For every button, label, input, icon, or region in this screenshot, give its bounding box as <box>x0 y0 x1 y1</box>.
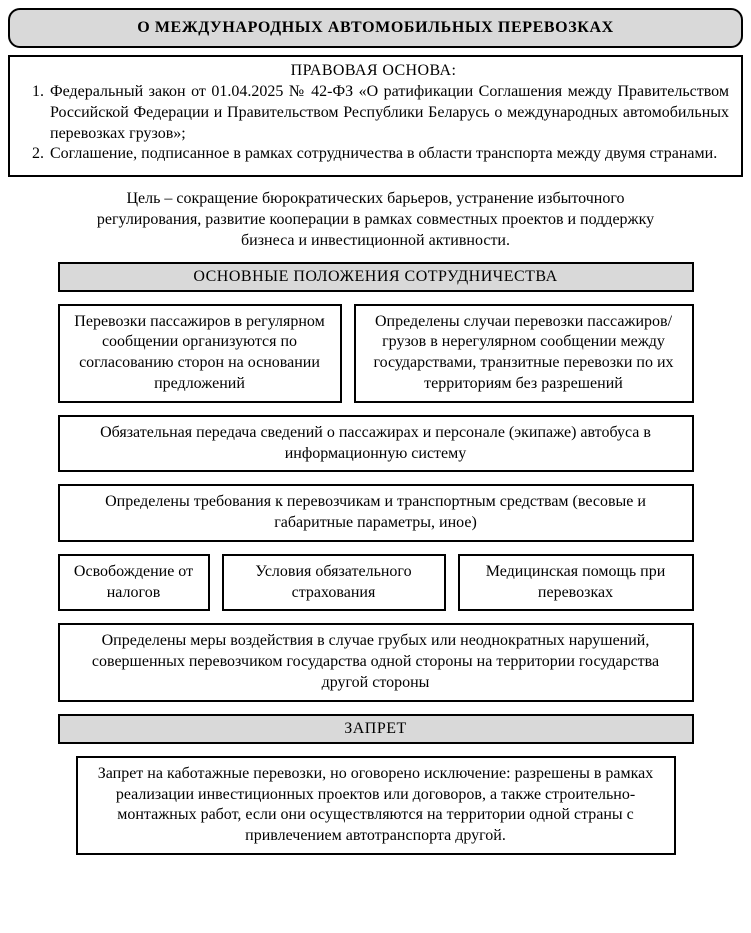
box-data-transfer: Обязательная передача сведений о пассажирах и персонале (экипаже) автобуса в информационную систему <box>58 415 694 473</box>
box-irregular-transport: Определены случаи перевозки пассажиров/грузов в нерегулярном сообщении между государствами, транзитные перевозки по их территориям без разрешений <box>354 304 694 403</box>
page-title: О МЕЖДУНАРОДНЫХ АВТОМОБИЛЬНЫХ ПЕРЕВОЗКАХ <box>8 8 743 48</box>
box-regular-passenger-transport: Перевозки пассажиров в регулярном сообщении организуются по согласованию сторон на основании предложений <box>58 304 342 403</box>
provisions-row-passengers <box>58 304 694 403</box>
legal-basis-heading: ПРАВОВАЯ ОСНОВА: <box>290 62 457 79</box>
box-medical-aid: Медицинская помощь при перевозках <box>458 554 694 612</box>
box-mandatory-insurance: Условия обязательного страхования <box>222 554 446 612</box>
provisions-row-conditions <box>58 554 694 612</box>
section-header-prohibition: ЗАПРЕТ <box>58 714 694 744</box>
provisions-column <box>58 262 694 856</box>
box-sanctions: Определены меры воздействия в случае грубых или неоднократных нарушений, совершенных перевозчиком государства одной стороны на территории государства другой стороны <box>58 623 694 701</box>
goal-text: Цель – сокращение бюрократических барьеров, устранение избыточного регулирования, развитие кооперации в рамках совместных проектов и поддержку бизнеса и инвестиционной активности. <box>96 190 655 250</box>
section-header-main-provisions: ОСНОВНЫЕ ПОЛОЖЕНИЯ СОТРУДНИЧЕСТВА <box>58 262 694 292</box>
legal-basis-box <box>8 55 743 177</box>
box-cabotage-ban: Запрет на каботажные перевозки, но оговорено исключение: разрешены в рамках реализации инвестиционных проектов или договоров, а также строительно-монтажных работ, если они осуществляются на территории одной страны с привлечением автотранспорта другой. <box>76 756 676 855</box>
box-tax-exemption: Освобождение от налогов <box>58 554 210 612</box>
legal-basis-item: 2. Соглашение, подписанное в рамках сотрудничества в области транспорта между двумя странами. <box>48 144 729 165</box>
legal-basis-item: 1. Федеральный закон от 01.04.2025 № 42-ФЗ «О ратификации Соглашения между Правительством Российской Федерации и Правительством Республики Беларусь о международных автомобильных перевозках грузов»; <box>48 82 729 144</box>
legal-basis-list <box>18 82 729 165</box>
box-carrier-requirements: Определены требования к перевозчикам и транспортным средствам (весовые и габаритные параметры, иное) <box>58 484 694 542</box>
